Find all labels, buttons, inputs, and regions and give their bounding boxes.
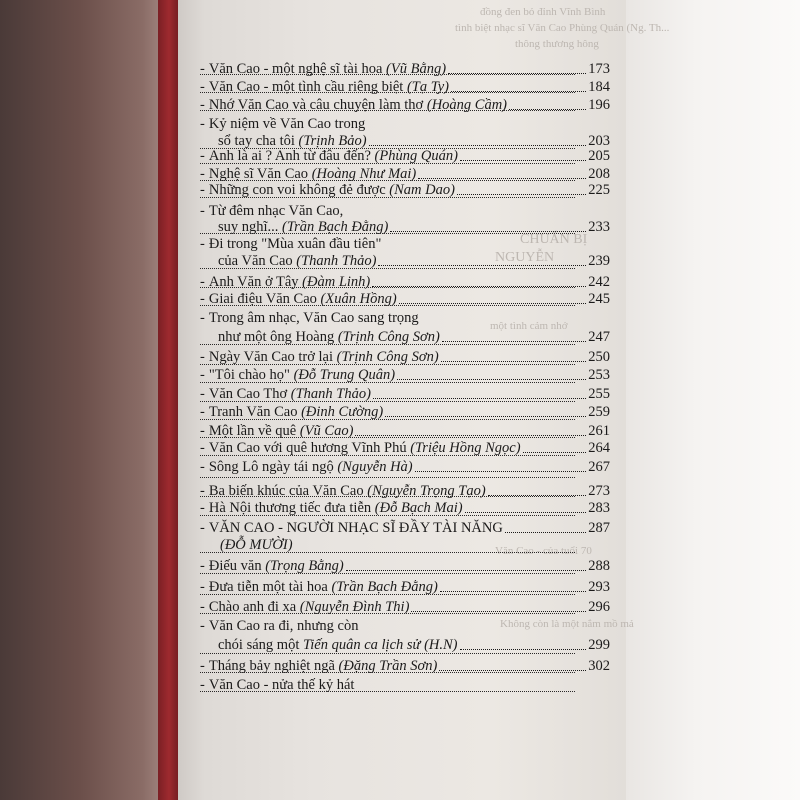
- toc-title: Văn Cao - nửa thế kỷ hát: [208, 677, 355, 693]
- toc-leader-dots: [442, 331, 586, 342]
- toc-author: (Đàm Linh): [302, 274, 371, 290]
- dotted-row-rule: [200, 344, 575, 345]
- toc-dash: -: [200, 520, 205, 536]
- toc-title: Hà Nội thương tiếc đưa tiễn: [208, 500, 375, 516]
- toc-leader-dots: [397, 369, 586, 380]
- toc-dash: -: [200, 182, 205, 198]
- toc-entry: [200, 311, 610, 326]
- toc-leader-dots: [385, 406, 586, 417]
- dotted-row-rule: [200, 401, 575, 402]
- toc-author: (Phùng Quán): [374, 148, 458, 164]
- toc-entry: [200, 387, 610, 402]
- toc-page-number: 283: [588, 500, 610, 516]
- dotted-row-rule: [200, 496, 575, 497]
- toc-author: (Trịnh Công Sơn): [337, 329, 440, 345]
- toc-page-number: 250: [588, 349, 610, 365]
- toc-leader-dots: [460, 150, 586, 161]
- toc-entry: [200, 619, 610, 634]
- toc-title: sổ tay cha tôi: [218, 133, 299, 149]
- dotted-row-rule: [200, 419, 575, 420]
- toc-page-number: 196: [588, 97, 610, 113]
- toc-page-number: 247: [588, 329, 610, 345]
- toc-title: Điếu văn: [208, 558, 266, 574]
- toc-dash: -: [200, 148, 205, 164]
- toc-author: (Đinh Cường): [301, 404, 384, 420]
- toc-page-number: 205: [588, 148, 610, 164]
- toc-leader-dots: [457, 184, 586, 195]
- toc-title: Văn Cao ra đi, nhưng còn: [208, 618, 359, 634]
- dotted-row-rule: [200, 573, 575, 574]
- toc-author: (Vũ Cao): [299, 423, 354, 439]
- toc-title: Văn Cao với quê hương Vĩnh Phú: [208, 440, 411, 456]
- toc-author: (Nam Dao): [389, 182, 455, 198]
- toc-page-number: 288: [588, 558, 610, 574]
- toc-dash: -: [200, 500, 205, 516]
- toc-author: Tiến quân ca lịch sử (H.N): [302, 637, 458, 653]
- toc-entry: [200, 441, 610, 456]
- toc-title: Nghệ sĩ Văn Cao: [208, 166, 312, 182]
- toc-leader-dots: [488, 485, 587, 496]
- toc-title: Nhớ Văn Cao và câu chuyện làm thơ: [208, 97, 427, 113]
- toc-title: Văn Cao - một tình cầu riêng biệt: [208, 79, 407, 95]
- toc-entry: [200, 368, 610, 383]
- toc-dash: -: [200, 349, 205, 365]
- toc-author: (Nguyễn Trọng Tạo): [367, 483, 486, 499]
- toc-page-number: 225: [588, 182, 610, 198]
- dotted-row-rule: [200, 455, 575, 456]
- toc-dash: -: [200, 483, 205, 499]
- toc-dash: -: [200, 404, 205, 420]
- toc-dash: -: [200, 558, 205, 574]
- toc-author: (Trịnh Bảo): [298, 133, 367, 149]
- toc-dash: -: [200, 579, 205, 595]
- toc-leader-dots: [399, 293, 587, 304]
- toc-author: (Trần Bạch Đằng): [331, 579, 438, 595]
- toc-leader-dots: [372, 276, 586, 287]
- toc-author: (Triệu Hồng Ngọc): [410, 440, 521, 456]
- toc-page-number: 255: [588, 386, 610, 402]
- toc-entry: [200, 501, 610, 516]
- dotted-row-rule: [200, 233, 575, 234]
- toc-dash: -: [200, 310, 205, 326]
- dotted-row-rule: [200, 110, 575, 111]
- toc-entry: [200, 117, 610, 132]
- toc-title: Trong âm nhạc, Văn Cao sang trọng: [208, 310, 419, 326]
- dotted-row-rule: [200, 653, 575, 654]
- dotted-row-rule: [200, 382, 575, 383]
- toc-author: (Trọng Bằng): [265, 558, 344, 574]
- toc-page-number: 296: [588, 599, 610, 615]
- toc-leader-dots: [411, 601, 586, 612]
- toc-page-number: 239: [588, 253, 610, 269]
- toc-dash: -: [200, 61, 205, 77]
- toc-page-number: 287: [588, 520, 610, 536]
- dotted-row-rule: [200, 92, 575, 93]
- dotted-row-rule: [200, 672, 575, 673]
- toc-title: Anh là ai ? Anh từ đâu đến?: [208, 148, 375, 164]
- toc-leader-dots: [346, 560, 586, 571]
- dotted-row-rule: [200, 163, 575, 164]
- toc-page-number: 208: [588, 166, 610, 182]
- toc-dash: -: [200, 203, 205, 219]
- toc-page-number: 299: [588, 637, 610, 653]
- toc-leader-dots: [441, 351, 587, 362]
- dotted-row-rule: [200, 287, 575, 288]
- toc-author: (Hoàng Cầm): [426, 97, 508, 113]
- dotted-row-rule: [200, 594, 575, 595]
- toc-author: (Xuân Hồng): [320, 291, 397, 307]
- toc-entry: [200, 521, 610, 536]
- toc-entry: [200, 460, 610, 475]
- toc-title: Giai điệu Văn Cao: [208, 291, 321, 307]
- toc-title: của Văn Cao: [218, 253, 297, 269]
- toc-title: Sông Lô ngày tái ngộ: [208, 459, 338, 475]
- toc-entry: [200, 149, 610, 164]
- toc-entry: [200, 134, 610, 149]
- toc-title: Kỷ niệm về Văn Cao trong: [208, 116, 366, 132]
- toc-dash: -: [200, 618, 205, 634]
- dotted-row-rule: [200, 305, 575, 306]
- toc-dash: -: [200, 97, 205, 113]
- toc-page-number: 261: [588, 423, 610, 439]
- toc-title: Ngày Văn Cao trở lại: [208, 349, 337, 365]
- toc-title: Văn Cao - một nghệ sĩ tài hoa: [208, 61, 387, 77]
- toc-page-number: 242: [588, 274, 610, 290]
- toc-leader-dots: [390, 221, 586, 232]
- toc-author: (Đỗ Trung Quân): [293, 367, 396, 383]
- toc-dash: -: [200, 79, 205, 95]
- toc-title: VĂN CAO - NGƯỜI NHẠC SĨ ĐẦY TÀI NĂNG: [208, 520, 503, 536]
- toc-title: chói sáng một: [218, 637, 303, 653]
- toc-dash: -: [200, 658, 205, 674]
- dotted-row-rule: [200, 148, 575, 149]
- toc-title: Đi trong "Mùa xuân đầu tiên": [208, 236, 382, 252]
- toc-leader-dots: [523, 442, 587, 453]
- toc-leader-dots: [415, 461, 587, 472]
- toc-dash: -: [200, 599, 205, 615]
- dotted-row-rule: [200, 268, 575, 269]
- background-surface: [626, 0, 800, 800]
- dotted-row-rule: [200, 180, 575, 181]
- toc-title: Ba biến khúc của Văn Cao: [208, 483, 368, 499]
- toc-leader-dots: [418, 168, 586, 179]
- toc-entry: [200, 204, 610, 219]
- toc-page-number: 173: [588, 61, 610, 77]
- toc-dash: -: [200, 236, 205, 252]
- dotted-row-rule: [200, 477, 575, 478]
- toc-leader-dots: [448, 63, 586, 74]
- toc-dash: -: [200, 459, 205, 475]
- toc-dash: -: [200, 291, 205, 307]
- toc-title: như một ông Hoàng: [218, 329, 338, 345]
- toc-page-number: 302: [588, 658, 610, 674]
- toc-page-number: 203: [588, 133, 610, 149]
- toc-title: suy nghĩ...: [218, 219, 283, 235]
- toc-page-number: 233: [588, 219, 610, 235]
- toc-author: (Thanh Thảo): [290, 386, 371, 402]
- toc-dash: -: [200, 440, 205, 456]
- toc-title: Tranh Văn Cao: [208, 404, 302, 420]
- toc-leader-dots: [465, 502, 587, 513]
- toc-leader-dots: [378, 255, 586, 266]
- toc-author: (Nguyễn Đình Thi): [299, 599, 410, 615]
- toc-page-number: 259: [588, 404, 610, 420]
- toc-leader-dots: [451, 81, 586, 92]
- toc-page-number: 267: [588, 459, 610, 475]
- toc-title: Những con voi không đẻ được: [208, 182, 390, 198]
- toc-author: (Nguyễn Hà): [337, 459, 413, 475]
- dotted-row-rule: [200, 691, 575, 692]
- toc-leader-dots: [440, 581, 586, 592]
- toc-title: Chào anh đi xa: [208, 599, 300, 615]
- dotted-row-rule: [200, 613, 575, 614]
- toc-dash: -: [200, 677, 205, 693]
- book-spine: [158, 0, 180, 800]
- toc-author: (Thanh Thảo): [296, 253, 377, 269]
- toc-author: (ĐỖ MƯỜI): [220, 537, 293, 553]
- left-page-edge: [0, 0, 178, 800]
- toc-page-number: 253: [588, 367, 610, 383]
- dotted-row-rule: [200, 197, 575, 198]
- toc-leader-dots: [439, 660, 586, 671]
- toc-dash: -: [200, 423, 205, 439]
- toc-author: (Tạ Ty): [406, 79, 449, 95]
- toc-dash: -: [200, 367, 205, 383]
- toc-leader-dots: [369, 135, 587, 146]
- toc-entry: [200, 350, 610, 365]
- toc-title: Tháng bảy nghiệt ngã: [208, 658, 339, 674]
- toc-entry: [200, 559, 610, 574]
- toc-entry: [200, 330, 610, 345]
- toc-leader-dots: [505, 522, 586, 533]
- toc-entry: [200, 405, 610, 420]
- dotted-row-rule: [200, 437, 575, 438]
- toc-entry: [200, 183, 610, 198]
- toc-page-number: 245: [588, 291, 610, 307]
- toc-author: (Đặng Trần Sơn): [338, 658, 438, 674]
- toc-author: (Đỗ Bạch Mai): [374, 500, 463, 516]
- toc-dash: -: [200, 116, 205, 132]
- toc-author: (Hoàng Như Mai): [311, 166, 417, 182]
- toc-entry: [200, 538, 610, 553]
- toc-leader-dots: [373, 388, 586, 399]
- toc-title: Đưa tiễn một tài hoa: [208, 579, 332, 595]
- toc-title: "Tôi chào họ": [208, 367, 294, 383]
- dotted-row-rule: [200, 515, 575, 516]
- toc-page-number: 273: [588, 483, 610, 499]
- toc-title: Anh Văn ở Tây: [208, 274, 303, 290]
- toc-leader-dots: [460, 639, 587, 650]
- dotted-row-rule: [200, 74, 575, 75]
- toc-title: Một lần về quê: [208, 423, 300, 439]
- toc-entry: [200, 237, 610, 252]
- toc-author: (Trịnh Công Sơn): [336, 349, 439, 365]
- photo-stage: đồng đen bỏ đỉnh Vĩnh Bình tình biệt nhạc sĩ Văn Cao Phùng Quán (Ng. Th... thông thương hông CHUẨN BỊ NGUYỄN một tình cảm nhớ Văn Cao - của tuổi 70 Không còn là một nắm mồ mả - Văn Cao - một nghệ sĩ tài hoa (Vũ Bằng) 173 - Văn Cao - một tình cầu riêng biệt (Tạ Ty) 184 - Nhớ Văn Cao và câu chuyện làm thơ (Hoàng Cầm) 196 - Kỷ niệm về Văn Cao trong sổ tay cha tôi (Trịnh Bảo) 203 - Anh là ai ? Anh từ đâu đến? (Phùng Quán) 205 - Nghệ sĩ Văn Cao (Hoàng Như Mai) 208 - Những con voi không đẻ được (Nam Dao) 225 - Từ đêm nhạc Văn Cao, suy nghĩ... (Trần Bạch Đằng) 233 - Đi trong "Mùa xuân đầu tiên" của Văn Cao (Thanh Thảo) 239 - Anh Văn ở Tây (Đàm Linh) 242 - Giai điệu Văn Cao (Xuân Hồng) 245 - Trong âm nhạc, Văn Cao sang trọng như một ông Hoàng (Trịnh Công Sơn) 247 - Ngày Văn Cao trở lại (Trịnh Công Sơn) 250 - "Tôi chào họ" (Đỗ Trung Quân) 253 - Văn Cao Thơ (Thanh Thảo) 255 - Tranh Văn Cao (Đinh Cường) 259 - Một lần về quê (Vũ Cao) 261 - Văn Cao với quê hương Vĩnh Phú (Triệu Hồng Ngọc) 264 - Sông Lô ngày tái ngộ (Nguyễn Hà) 267 - Ba biến khúc của Văn Cao (Nguyễn Trọng Tạo) 273 - Hà Nội thương tiếc đưa tiễn (Đỗ Bạch Mai) 283 - VĂN CAO - NGƯỜI NHẠC SĨ ĐẦY TÀI NĂNG 287 (ĐỖ MƯỜI) - Điếu văn (Trọng Bằng) 288 - Đưa tiễn một tài hoa (Trần Bạch Đằng) 293 - Chào anh đi xa (Nguyễn Đình Thi) 296 - Văn Cao ra đi, nhưng còn chói sáng một Tiến quân ca lịch sử (H.N) 299 - Tháng bảy nghiệt ngã (Đặng Trần Sơn) 302 - Văn Cao - nửa thế kỷ hát: [0, 0, 800, 800]
- toc-page-number: 293: [588, 579, 610, 595]
- toc-page-number: 264: [588, 440, 610, 456]
- toc-entry: [200, 638, 610, 653]
- toc-author: (Trần Bạch Đằng): [282, 219, 389, 235]
- toc-entry: [200, 580, 610, 595]
- toc-leader-dots: [509, 99, 586, 110]
- toc-dash: -: [200, 274, 205, 290]
- toc-entry: [200, 254, 610, 269]
- toc-title: Văn Cao Thơ: [208, 386, 291, 402]
- toc-page-number: 184: [588, 79, 610, 95]
- toc-dash: -: [200, 166, 205, 182]
- dotted-row-rule: [200, 364, 575, 365]
- dotted-row-rule: [200, 552, 575, 553]
- toc-title: Từ đêm nhạc Văn Cao,: [208, 203, 344, 219]
- toc-dash: -: [200, 386, 205, 402]
- toc-author: (Vũ Bằng): [386, 61, 447, 77]
- toc-leader-dots: [355, 425, 586, 436]
